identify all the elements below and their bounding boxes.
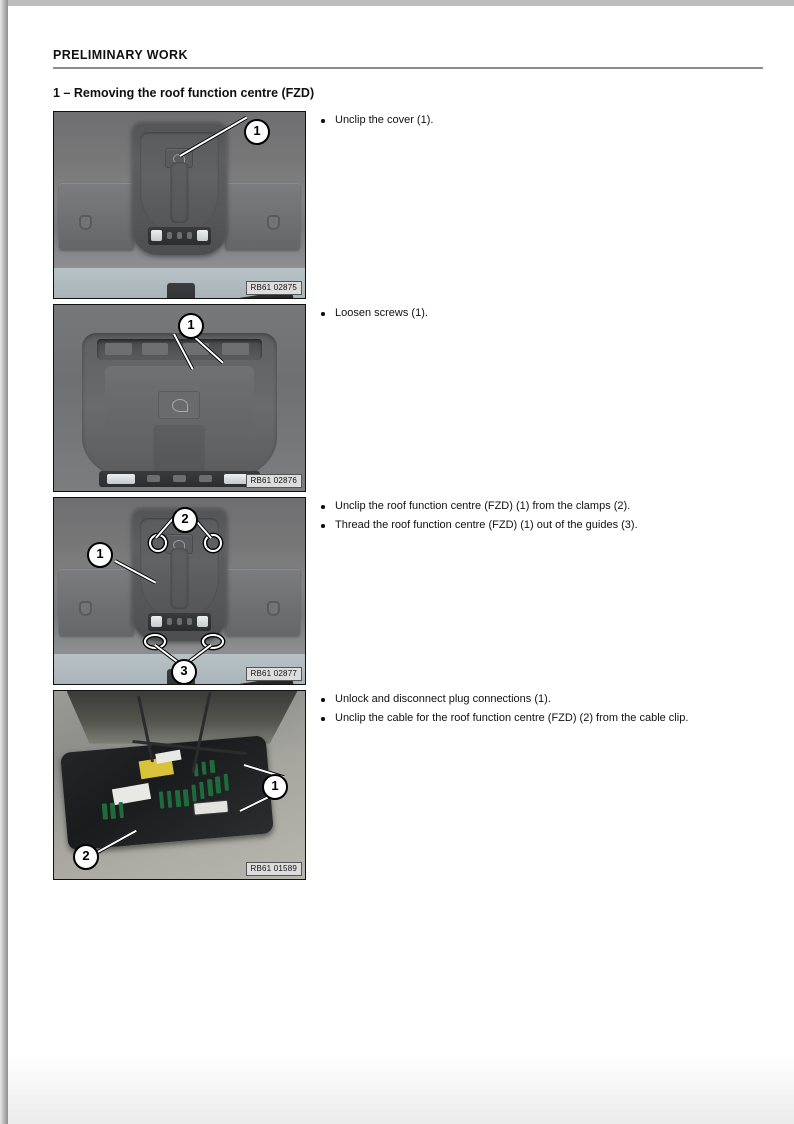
roof-function-centre: [132, 121, 227, 255]
plug-connector: [193, 799, 229, 816]
callout-3: 3: [171, 659, 197, 685]
reading-lamp-left: [151, 616, 162, 627]
lamp-switch-centre: [173, 475, 186, 482]
reading-lamp-right: [197, 616, 208, 627]
instruction-item: Unclip the roof function centre (FZD) (1) from the clamps (2).: [318, 497, 794, 516]
figure-3: [53, 497, 306, 685]
channel-segment: [105, 343, 131, 355]
sun-visor-left: [59, 183, 134, 250]
reading-lamp-bar: [99, 471, 260, 488]
reading-lamp-bar: [148, 227, 211, 244]
instructions-3: [318, 497, 794, 535]
pcb-pin: [207, 779, 213, 796]
visor-hook-right: [267, 601, 280, 616]
pcb-pin: [191, 784, 197, 801]
lamp-switch-right: [199, 475, 212, 482]
console-trim: [140, 132, 218, 231]
pcb-pin: [215, 776, 221, 793]
callout-1: 1: [87, 542, 113, 568]
document-page: [8, 6, 794, 1124]
console-centre-web: [171, 548, 188, 609]
reading-lamp-bar: [148, 613, 211, 630]
figure-4: [53, 690, 306, 880]
pcb-pin: [167, 790, 173, 807]
console-face: [105, 366, 254, 431]
pcb-pin: [118, 801, 124, 818]
channel-segment: [142, 343, 168, 355]
white-label-a: [112, 783, 151, 805]
console-frame: [82, 333, 278, 482]
lamp-switch-left: [167, 232, 172, 239]
lamp-switch-right: [187, 232, 192, 239]
roof-aperture-frame: [67, 691, 298, 744]
instructions-2: [318, 304, 794, 323]
reading-lamp-right: [197, 230, 208, 241]
mirror-stem: [167, 283, 195, 299]
figure-id-2: RB61 02876: [246, 474, 302, 488]
section-heading: 1 – Removing the roof function centre (FZD): [53, 86, 315, 100]
callout-1: 1: [244, 119, 270, 145]
lamp-switch-centre: [177, 232, 182, 239]
pcb-pin: [199, 781, 205, 798]
figure-id-1: RB61 02875: [246, 281, 302, 295]
pcb-pin: [175, 789, 181, 806]
lamp-switch-centre: [177, 618, 182, 625]
lamp-switch-left: [167, 618, 172, 625]
instruction-item: Loosen screws (1).: [318, 304, 794, 323]
page-bottom-shading: [8, 1054, 794, 1124]
reading-lamp-left: [151, 230, 162, 241]
pcb-pin: [223, 773, 229, 790]
pcb-pin: [209, 759, 215, 773]
instructions-4: [318, 690, 794, 728]
page-title: PRELIMINARY WORK: [53, 48, 188, 62]
pcb-pin: [183, 789, 189, 806]
instructions-1: [318, 111, 794, 130]
callout-1: 1: [262, 774, 288, 800]
visor-hook-left: [79, 601, 92, 616]
sun-visor-right: [225, 569, 300, 636]
figure-id-3: RB61 02877: [246, 667, 302, 681]
pcb-pin: [201, 761, 207, 775]
figure-id-4: RB61 01589: [246, 862, 302, 876]
header-rule: [53, 67, 763, 69]
visor-hook-right: [267, 215, 280, 230]
page-left-edge: [0, 0, 8, 1124]
instruction-item: Unclip the cable for the roof function centre (FZD) (2) from the cable clip.: [318, 709, 794, 728]
instruction-item: Unlock and disconnect plug connections (1).: [318, 690, 794, 709]
instruction-item: Unclip the cover (1).: [318, 111, 794, 130]
pcb-pin: [102, 803, 108, 820]
channel-segment: [222, 343, 248, 355]
reading-lamp-left: [107, 474, 134, 484]
photo-overhead-console-cover: [54, 112, 305, 298]
callout-1: 1: [178, 313, 204, 339]
instruction-item: Thread the roof function centre (FZD) (1) out of the guides (3).: [318, 516, 794, 535]
sun-visor-left: [59, 569, 134, 636]
pcb-pin: [159, 791, 165, 808]
lamp-switch-left: [147, 475, 160, 482]
figure-1: [53, 111, 306, 299]
console-centre-web: [154, 425, 205, 476]
sos-button: [158, 391, 200, 419]
visor-hook-left: [79, 215, 92, 230]
lamp-switch-right: [187, 618, 192, 625]
callout-2: 2: [73, 844, 99, 870]
figure-2: [53, 304, 306, 492]
white-label-b: [155, 749, 181, 763]
callout-2: 2: [172, 507, 198, 533]
console-centre-web: [171, 162, 188, 223]
sun-visor-right: [225, 183, 300, 250]
